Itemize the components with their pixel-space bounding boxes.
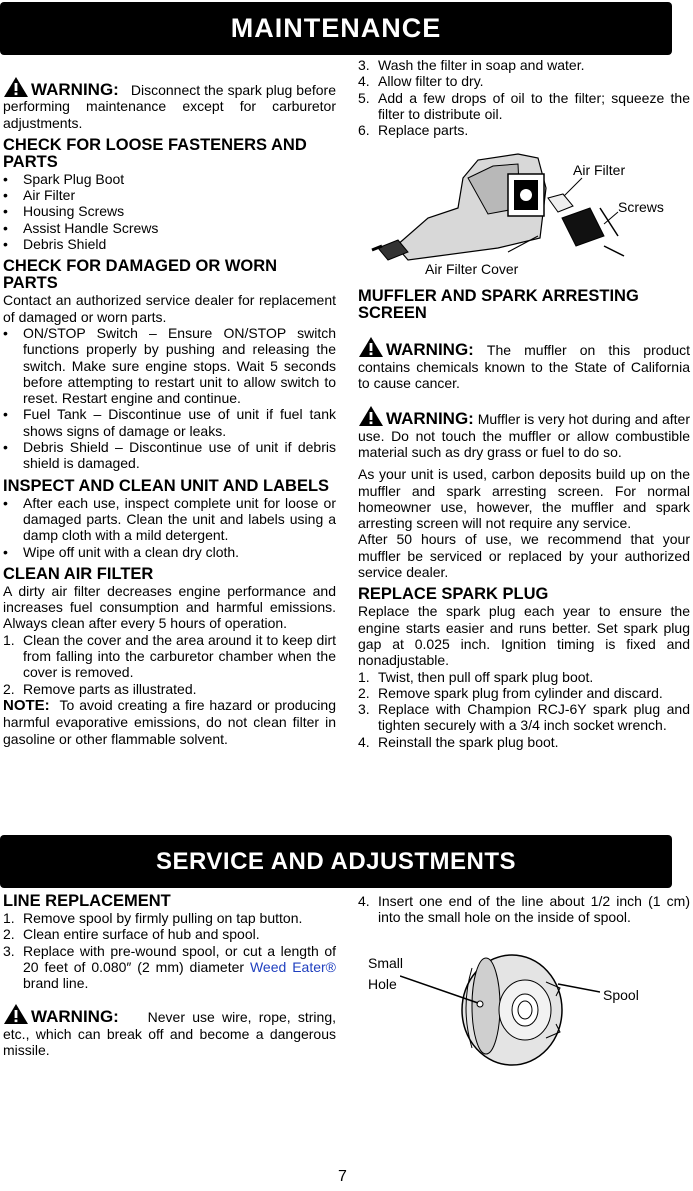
list-item: 1. Remove spool by firmly pulling on tap button. xyxy=(3,910,303,926)
list-item: 1. Clean the cover and the area around it to keep dirt from falling into the carburetor chamber when the cover is removed. xyxy=(3,631,336,681)
list-item: 2. Remove parts as illustrated. xyxy=(3,680,197,697)
heading-line-replacement: LINE REPLACEMENT xyxy=(3,892,171,910)
warning-wire: WARNING: Never use wire, rope, string, etc., which can break off and become a dangerous missile. xyxy=(3,1003,336,1058)
list-item: 1. Twist, then pull off spark plug boot. xyxy=(358,668,594,685)
list-item: • Assist Handle Screws xyxy=(3,219,159,236)
service-banner: SERVICE AND ADJUSTMENTS xyxy=(0,835,672,888)
maintenance-banner: MAINTENANCE xyxy=(0,2,672,55)
list-item: • ON/STOP Switch – Ensure ON/STOP switch functions properly by pushing and releasing the switch. Make sure engine stops. Wait 5 seconds before attempting to restart unit to allow switch to reset. Restart engine and continue. xyxy=(3,324,336,407)
muffler-paragraph-1: As your unit is used, carbon deposits build up on the muffler and spark arresting screen. For normal homeowner use, however, the muffler and spark arresting screen will not require any service. xyxy=(358,466,690,532)
fasteners-list xyxy=(3,171,336,252)
warning-muffler-chemicals: WARNING: The muffler on this product contains chemicals known to the State of California to cause cancer. xyxy=(358,336,690,391)
small-hole-label-line1: Small xyxy=(368,955,404,971)
warning-triangle-icon xyxy=(3,76,29,98)
heading-muffler: MUFFLER AND SPARK ARRESTING SCREEN xyxy=(358,287,639,323)
list-item: • Wipe off unit with a clean dry cloth. xyxy=(3,543,240,560)
filter-note: NOTE: To avoid creating a fire hazard or producing harmful evaporative emissions, do not clean filter in gasoline or other flammable solvent. xyxy=(3,696,336,747)
service-left-column xyxy=(3,893,336,1058)
list-item: 2. Remove spark plug from cylinder and discard. xyxy=(358,684,663,701)
line-steps xyxy=(3,910,336,991)
line-step-4 xyxy=(358,893,690,926)
warning-disconnect: WARNING: Disconnect the spark plug before performing maintenance except for carburetor adjustments. xyxy=(3,76,336,131)
screws-label: Screws xyxy=(618,199,664,215)
warning-triangle-icon xyxy=(358,336,384,358)
air-filter-cover-label: Air Filter Cover xyxy=(425,261,519,277)
weed-eater-brand: Weed Eater® xyxy=(249,958,336,975)
damaged-intro: Contact an authorized service dealer for replacement of damaged or worn parts. xyxy=(3,292,336,325)
list-item: 4. Insert one end of the line about 1/2 inch (1 cm) into the small hole on the inside of spool. xyxy=(358,893,690,926)
list-item: • Spark Plug Boot xyxy=(3,170,125,187)
inspect-list xyxy=(3,495,336,560)
heading-damaged-parts: CHECK FOR DAMAGED OR WORN PARTS xyxy=(3,257,278,293)
service-right-column xyxy=(358,893,690,926)
list-item: • After each use, inspect complete unit for loose or damaged parts. Clean the unit and labels using a damp cloth with a mild detergent. xyxy=(3,494,336,544)
left-column xyxy=(3,72,336,747)
list-item: • Fuel Tank – Discontinue use of unit if fuel tank shows signs of damage or leaks. xyxy=(3,406,336,439)
list-item: • Housing Screws xyxy=(3,203,125,220)
spool-label: Spool xyxy=(603,987,639,1003)
warning-triangle-icon xyxy=(358,405,384,427)
air-filter-label: Air Filter xyxy=(573,162,626,178)
small-hole-label-line2: Hole xyxy=(368,976,397,992)
list-item: 5. Add a few drops of oil to the filter; squeeze the filter to distribute oil. xyxy=(358,89,690,122)
filter-steps-continued xyxy=(358,57,690,138)
list-item: • Debris Shield – Discontinue use of unit if debris shield is damaged. xyxy=(3,439,336,472)
list-item: 3. Replace with Champion RCJ-6Y spark plug and tighten securely with a 3/4 inch socket wrench. xyxy=(358,701,690,734)
plug-intro: Replace the spark plug each year to ensure the engine starts easier and runs better. Set spark plug gap at 0.025 inch. Ignition timing is fixed and nonadjustable. xyxy=(358,603,690,669)
list-item: 3. Wash the filter in soap and water. xyxy=(358,57,585,73)
page-number: 7 xyxy=(338,1168,347,1185)
filter-intro: A dirty air filter decreases engine performance and increases fuel consumption and harmful emissions. Always clean after every 5 hours of operation. xyxy=(3,582,336,632)
heading-loose-fasteners: CHECK FOR LOOSE FASTENERS AND PARTS xyxy=(3,135,307,171)
warning-muffler-hot: WARNING: Muffler is very hot during and after use. Do not touch the muffler or allow combustible material such as dry grass or fuel to do so. xyxy=(358,405,690,460)
list-item: • Debris Shield xyxy=(3,236,107,253)
filter-steps xyxy=(3,632,336,697)
list-item: 4. Reinstall the spark plug boot. xyxy=(358,733,559,750)
damaged-list xyxy=(3,325,336,472)
list-item: 4. Allow filter to dry. xyxy=(358,73,484,90)
list-item: 2. Clean entire surface of hub and spool. xyxy=(3,926,260,943)
heading-clean-air-filter: CLEAN AIR FILTER xyxy=(3,564,154,583)
list-item: • Air Filter xyxy=(3,187,76,204)
muffler-paragraph-2: After 50 hours of use, we recommend that your muffler be serviced or replaced by your authorized service dealer. xyxy=(358,531,690,581)
warning-triangle-icon xyxy=(3,1003,29,1025)
spool-illustration xyxy=(400,948,600,1068)
heading-inspect-clean: INSPECT AND CLEAN UNIT AND LABELS xyxy=(3,476,330,495)
heading-spark-plug: REPLACE SPARK PLUG xyxy=(358,585,549,604)
list-item: 6. Replace parts. xyxy=(358,122,469,139)
plug-steps xyxy=(358,669,690,750)
list-item: 3. Replace with pre-wound spool, or cut a length of 20 feet of 0.080″ (2 mm) diameter Weed Eater® brand line. xyxy=(3,942,336,992)
